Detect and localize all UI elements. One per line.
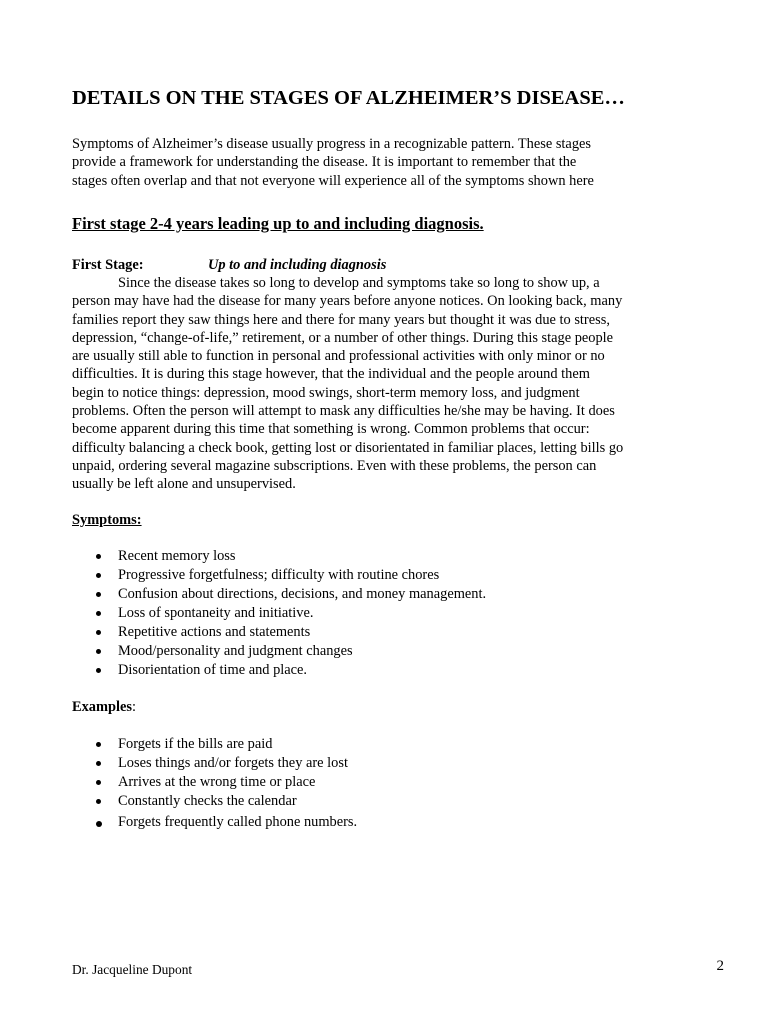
bullet-icon — [96, 611, 101, 616]
examples-heading-colon: : — [131, 699, 136, 715]
stage-description-line: Since the disease takes so long to develop and symptoms take so long to show up, a — [118, 275, 600, 291]
examples-heading-text: Examples — [72, 699, 132, 715]
stage-description-line: difficulty balancing a check book, getting lost or disorientated in familiar places, letting bills go — [72, 439, 624, 456]
footer-author: Dr. Jacqueline Dupont — [72, 962, 193, 977]
list-item — [72, 547, 672, 566]
list-item-text: Loses things and/or forgets they are lost — [118, 755, 348, 771]
intro-line: Symptoms of Alzheimer’s disease usually progress in a recognizable pattern. These stages — [72, 136, 591, 152]
stage-description-line: problems. Often the person will attempt to mask any difficulties he/she may be having. It does — [72, 403, 615, 420]
bullet-icon — [96, 761, 101, 766]
list-item — [72, 642, 672, 661]
bullet-icon — [96, 649, 101, 654]
bullet-icon — [96, 630, 101, 635]
bullet-icon — [96, 573, 101, 578]
bullet-icon — [96, 668, 101, 673]
list-item-text: Mood/personality and judgment changes — [118, 643, 353, 659]
list-item — [72, 585, 672, 604]
intro-line: provide a framework for understanding the disease. It is important to remember that the — [72, 154, 577, 171]
list-item-text: Confusion about directions, decisions, and money management. — [118, 586, 487, 602]
stage-label: First Stage: — [72, 257, 144, 273]
bullet-icon — [96, 592, 101, 597]
stage-description-line: unpaid, ordering several magazine subscriptions. Even with these problems, the person can — [72, 457, 597, 474]
stage-description-line: usually be left alone and unsupervised. — [72, 476, 296, 493]
stage-subtitle: Up to and including diagnosis — [208, 257, 387, 273]
list-item-text: Progressive forgetfulness; difficulty with routine chores — [118, 567, 440, 583]
stage-description-line: begin to notice things: depression, mood swings, short-term memory loss, and judgment — [72, 384, 580, 401]
list-item — [72, 735, 672, 754]
stage-description-line: depression, “change-of-life,” retirement, or a number of other things. During this stage people — [72, 329, 614, 346]
bullet-icon — [96, 780, 101, 785]
stage-description-line: families report they saw things here and there for many years but thought it was due to stress, — [72, 311, 610, 328]
bullet-icon — [96, 799, 101, 804]
intro-paragraph — [72, 135, 712, 190]
list-item — [72, 623, 672, 642]
symptoms-list — [72, 547, 672, 680]
stage-label-row — [72, 256, 386, 274]
page-title: DETAILS ON THE STAGES OF ALZHEIMER’S DISEASE… — [72, 87, 625, 109]
page-number: 2 — [716, 958, 724, 974]
stage-description-line: difficulties. It is during this stage however, that the individual and the people around them — [72, 366, 590, 383]
list-item-text: Disorientation of time and place. — [118, 662, 308, 678]
bullet-icon — [96, 821, 102, 827]
list-item — [72, 661, 672, 680]
stage-description — [72, 274, 722, 494]
list-item — [72, 566, 672, 585]
list-item-text: Loss of spontaneity and initiative. — [118, 605, 314, 621]
list-item-text: Repetitive actions and statements — [118, 624, 311, 640]
list-item — [72, 604, 672, 623]
list-item-text: Forgets frequently called phone numbers. — [118, 814, 358, 830]
list-item-text: Constantly checks the calendar — [118, 793, 297, 809]
symptoms-heading: Symptoms: — [72, 512, 142, 528]
examples-heading — [72, 698, 136, 716]
list-item — [72, 811, 672, 832]
stage-description-line: become apparent during this time that something is wrong. Common problems that occur: — [72, 421, 590, 438]
list-item — [72, 773, 672, 792]
list-item-text: Arrives at the wrong time or place — [118, 774, 316, 790]
list-item-text: Recent memory loss — [118, 548, 236, 564]
stage-description-line: are usually still able to function in personal and professional activities with only minor or no — [72, 348, 605, 365]
examples-list — [72, 735, 672, 832]
list-item — [72, 792, 672, 811]
bullet-icon — [96, 742, 101, 747]
intro-line: stages often overlap and that not everyone will experience all of the symptoms shown here — [72, 172, 594, 189]
bullet-icon — [96, 554, 101, 559]
list-item-text: Forgets if the bills are paid — [118, 736, 273, 752]
list-item — [72, 754, 672, 773]
stage-heading: First stage 2-4 years leading up to and including diagnosis. — [72, 214, 484, 233]
stage-description-line: person may have had the disease for many years before anyone notices. On looking back, many — [72, 293, 623, 310]
